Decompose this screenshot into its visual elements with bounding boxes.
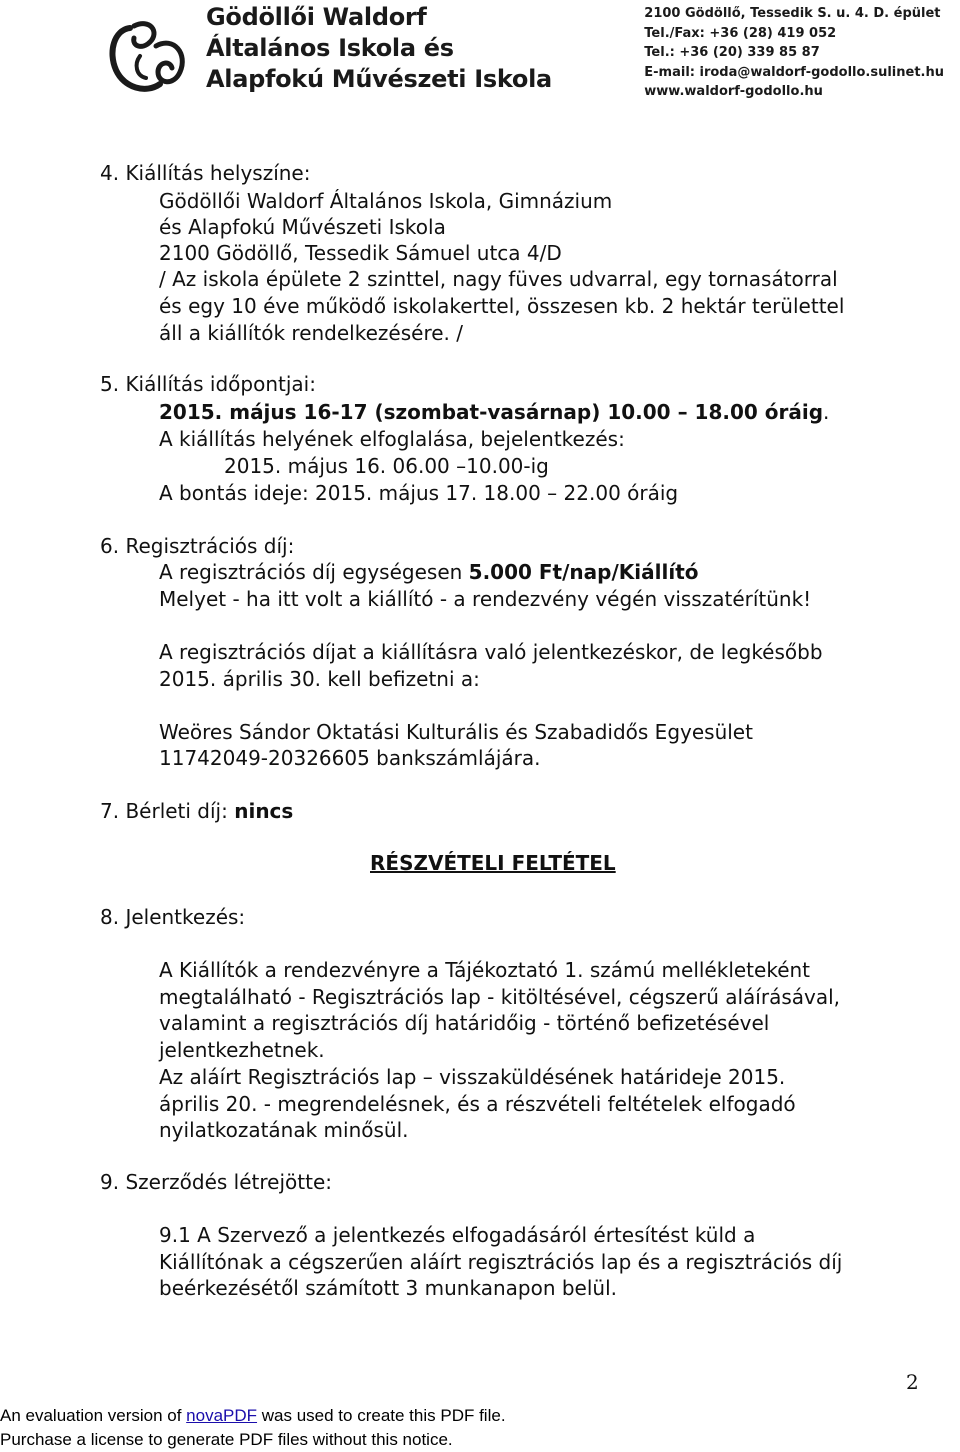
school-logo-icon	[100, 6, 194, 100]
section-9-line: Kiállítónak a cégszerűen aláírt regisztrációs lap és a regisztrációs díj	[159, 1250, 843, 1274]
section-8-line: jelentkezhetnek.	[159, 1038, 325, 1062]
fee-amount: 5.000 Ft/nap/Kiállító	[468, 560, 699, 584]
refund-note: Melyet - ha itt volt a kiállító - a rendezvény végén visszatérítünk!	[159, 587, 812, 611]
section-5-heading: 5. Kiállítás időpontjai:	[100, 372, 316, 396]
dismantle-time: A bontás ideje: 2015. május 17. 18.00 – 22.00 óráig	[159, 481, 679, 505]
participation-title: RÉSZVÉTELI FELTÉTEL	[370, 851, 616, 875]
section-9-line: beérkezésétől számított 3 munkanapon belül.	[159, 1276, 617, 1300]
footer-suffix: was used to create this PDF file.	[257, 1406, 506, 1425]
footer-line-1	[0, 1404, 506, 1428]
contact-fax: Tel./Fax: +36 (28) 419 052	[644, 25, 837, 41]
school-name-line: Általános Iskola és	[206, 34, 454, 62]
occupy-label: A kiállítás helyének elfoglalása, bejelentkezés:	[159, 427, 625, 451]
section-4-line: áll a kiállítók rendelkezésére. /	[159, 321, 463, 345]
section-8-line: A Kiállítók a rendezvényre a Tájékoztató 1. számú mellékleteként	[159, 958, 811, 982]
section-7-heading	[100, 799, 293, 823]
section-8-line: valamint a regisztrációs díj határidőig - történő befizetésével	[159, 1011, 770, 1035]
school-name-line: Gödöllői Waldorf	[206, 3, 427, 31]
section-6-heading: 6. Regisztrációs díj:	[100, 534, 295, 558]
footer-prefix: An evaluation version of	[0, 1406, 187, 1425]
section-9-line: 9.1 A Szervező a jelentkezés elfogadásáról értesítést küld a	[159, 1223, 756, 1247]
contact-website: www.waldorf-godollo.hu	[644, 84, 823, 99]
novapdf-link[interactable]: novaPDF	[186, 1406, 258, 1425]
exhibition-dates	[159, 400, 829, 424]
association-name: Weöres Sándor Oktatási Kulturális és Szabadidős Egyesület	[159, 720, 753, 744]
section-8-line: Az aláírt Regisztrációs lap – visszaküldésének határideje 2015.	[159, 1065, 786, 1089]
section-4-line: és egy 10 éve működő iskolakerttel, összesen kb. 2 hektár területtel	[159, 294, 845, 318]
footer-line-2: Purchase a license to generate PDF files without this notice.	[0, 1430, 453, 1449]
school-name	[206, 2, 552, 95]
section-8-line: megtalálható - Regisztrációs lap - kitöltésével, cégszerű aláírásával,	[159, 985, 841, 1009]
page-number: 2	[906, 1370, 919, 1394]
section-9-heading: 9. Szerződés létrejötte:	[100, 1170, 332, 1194]
watermark-footer	[0, 1404, 506, 1452]
rent-label: 7. Bérleti díj:	[100, 799, 235, 823]
bank-account: 11742049-20326605 bankszámlájára.	[159, 746, 541, 770]
exhibition-dates-bold: 2015. május 16-17 (szombat-vasárnap) 10.00 – 18.00 óráig	[159, 400, 824, 424]
section-8-heading: 8. Jelentkezés:	[100, 905, 246, 929]
deadline-line: 2015. április 30. kell befizetni a:	[159, 667, 480, 691]
section-4-line: Gödöllői Waldorf Általános Iskola, Gimnázium	[159, 189, 613, 213]
exhibition-dates-end: .	[823, 400, 830, 424]
contact-block	[644, 4, 944, 102]
section-4-heading: 4. Kiállítás helyszíne:	[100, 161, 311, 185]
section-4-line: / Az iskola épülete 2 szinttel, nagy füves udvarral, egy tornasátorral	[159, 267, 838, 291]
occupy-time: 2015. május 16. 06.00 –10.00-ig	[224, 454, 549, 478]
section-8-line: nyilatkozatának minősül.	[159, 1118, 409, 1142]
contact-address: 2100 Gödöllő, Tessedik S. u. 4. D. épület	[644, 6, 941, 21]
section-4-line: 2100 Gödöllő, Tessedik Sámuel utca 4/D	[159, 241, 562, 265]
contact-phone: Tel.: +36 (20) 339 85 87	[644, 45, 820, 60]
rent-value: nincs	[234, 799, 294, 823]
section-4-line: és Alapfokú Művészeti Iskola	[159, 215, 446, 239]
fee-prefix: A regisztrációs díj egységesen	[159, 560, 469, 584]
section-8-line: április 20. - megrendelésnek, és a részvételi feltételek elfogadó	[159, 1092, 796, 1116]
school-name-line: Alapfokú Művészeti Iskola	[206, 65, 552, 93]
fee-line	[159, 560, 699, 584]
contact-email: E-mail: iroda@waldorf-godollo.sulinet.hu	[644, 64, 944, 80]
deadline-line: A regisztrációs díjat a kiállításra való jelentkezéskor, de legkésőbb	[159, 640, 823, 664]
